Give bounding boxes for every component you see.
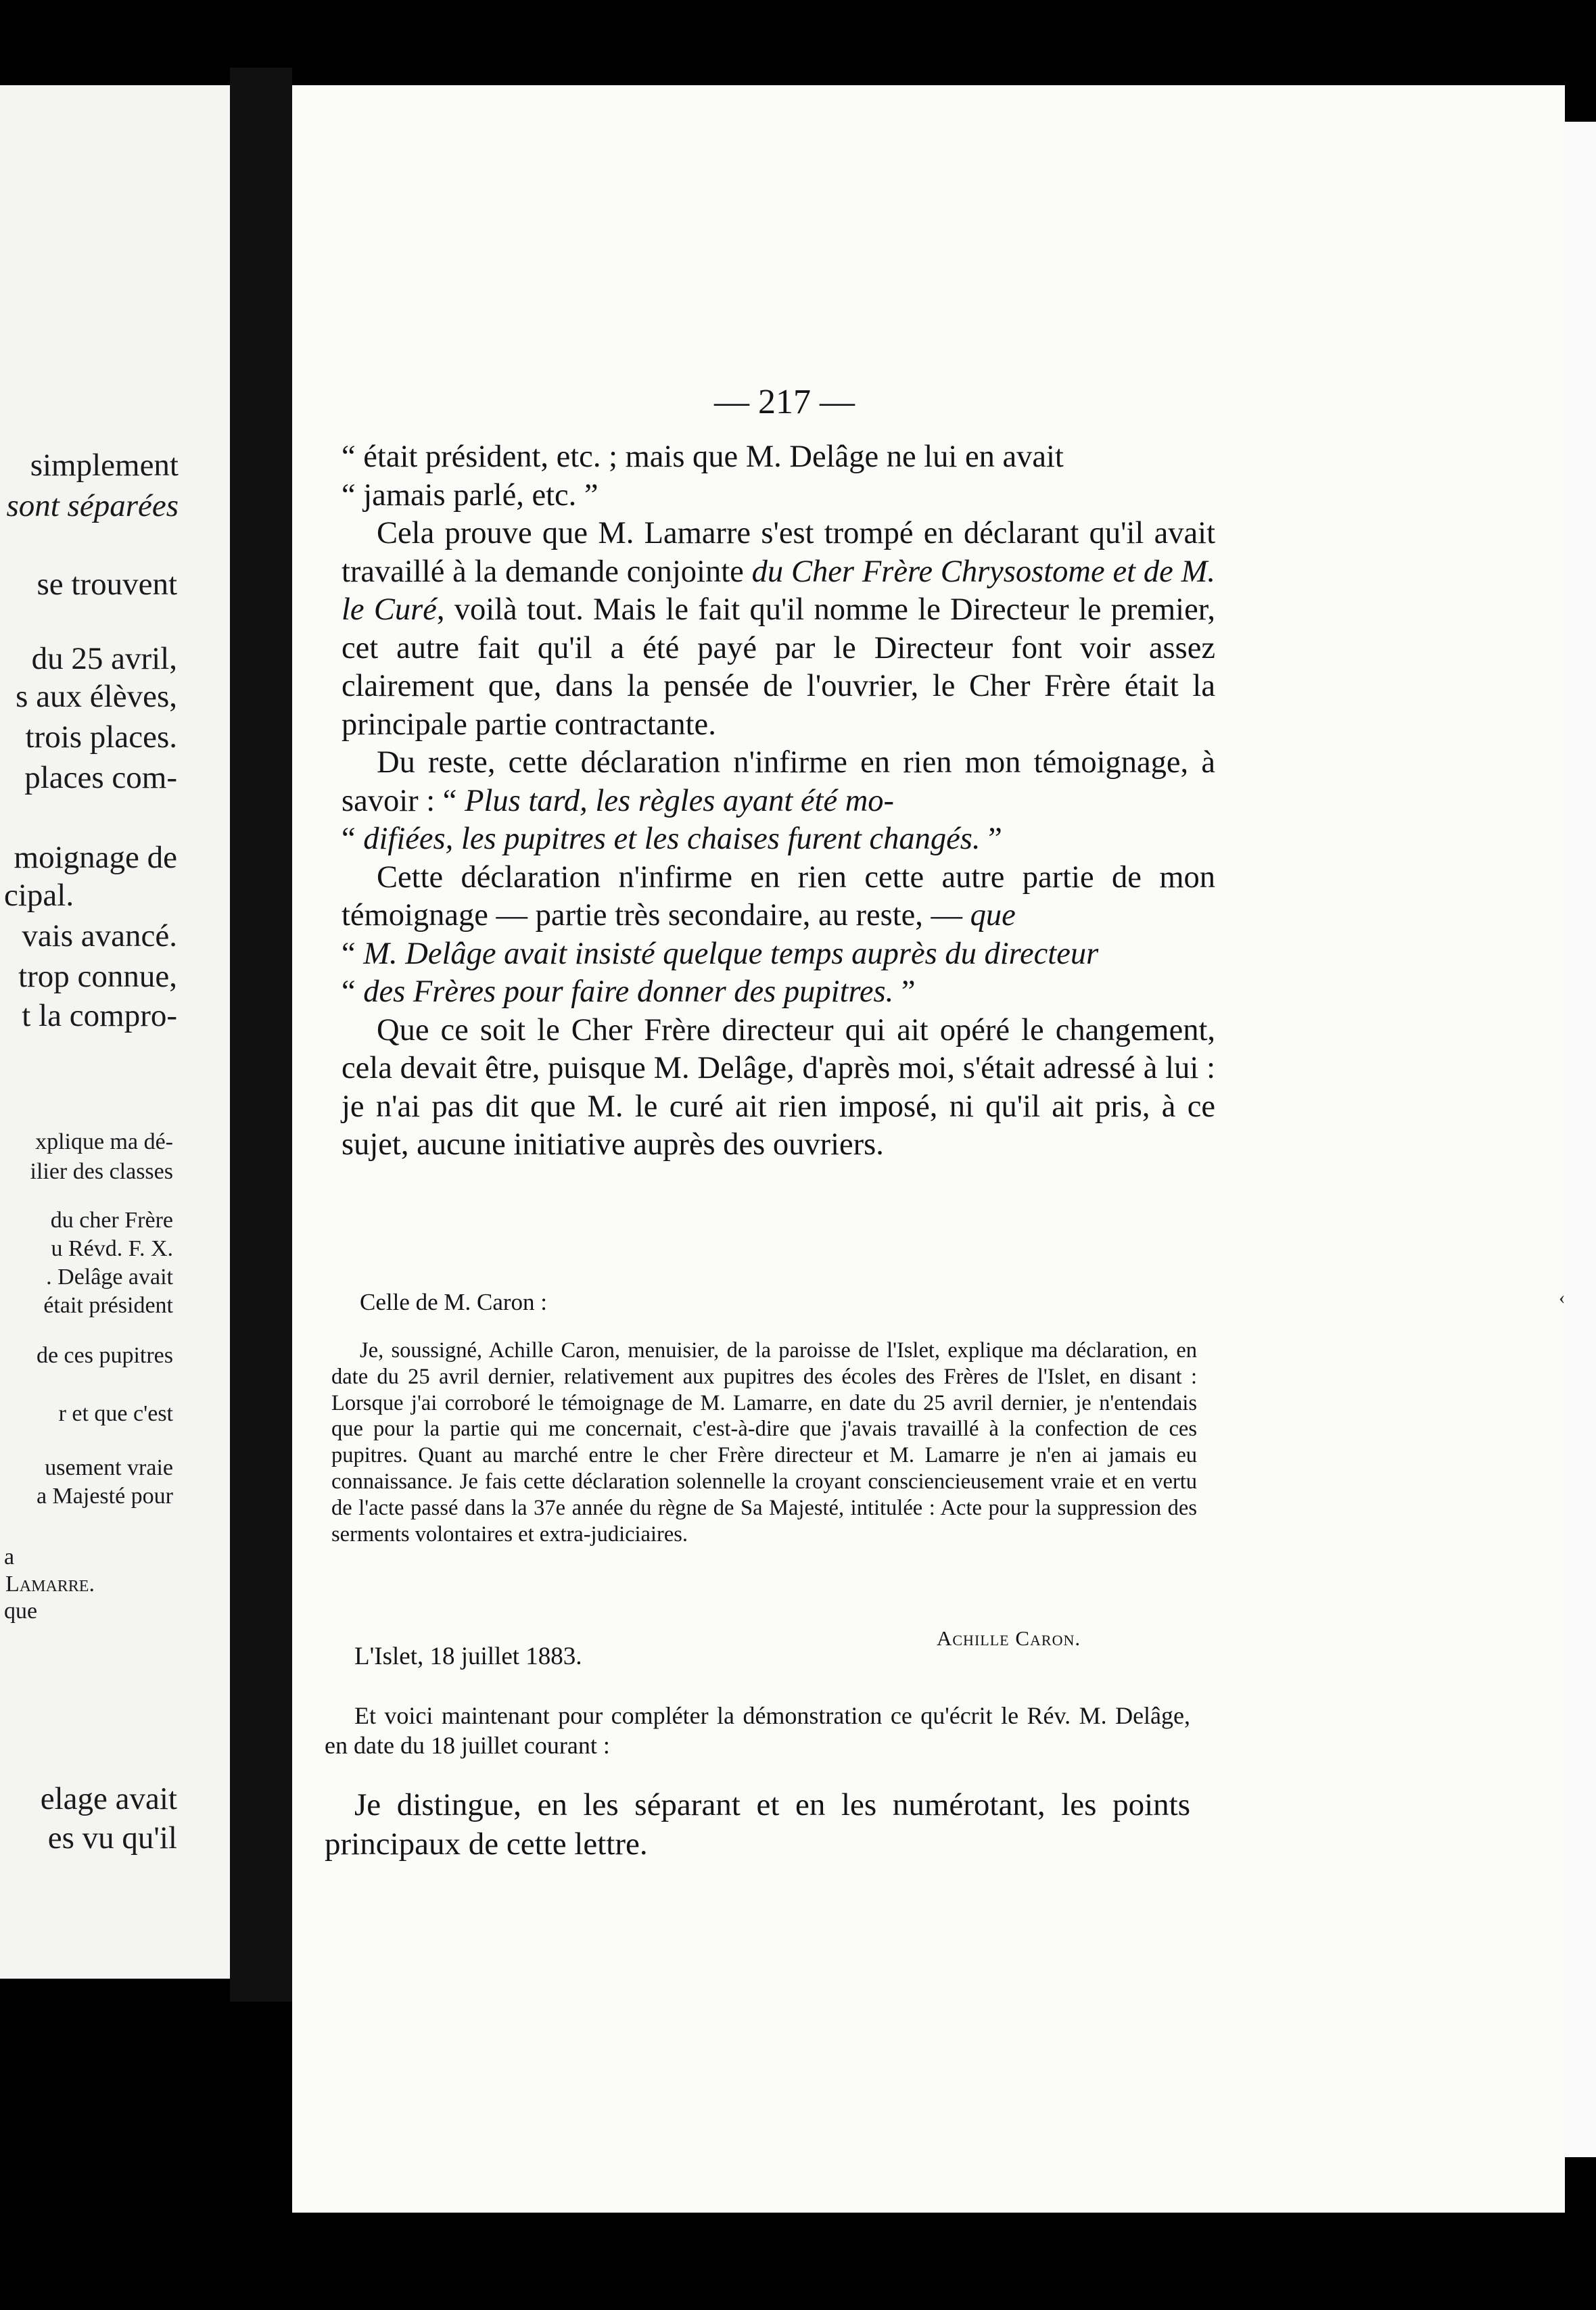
text-run: Du reste, cette déclaration n'infirme en rien mon témoignage, à savoir : “ [342,745,1215,818]
left-page-fragment: xplique ma dé- [35,1129,173,1154]
intro-paragraph [325,1701,1190,1760]
closing-text: Je distingue, en les séparant et en les numérotant, les points principaux de cette lettre. [325,1787,1190,1862]
left-page-fragment: sont séparées [6,488,179,523]
text-run: Que ce soit le Cher Frère directeur qui ait opéré le changement, cela devait être, puisque M. Delâge, d'après moi, s'était adressé à lui : je n'ai pas dit que M. le curé ait rien imposé, ni qu'il ait pris, à ce sujet, aucune initiative auprès des ouvriers. [342,1012,1215,1162]
book-spine-shadow [230,68,292,2002]
left-page-fragment: r et que c'est [58,1401,173,1426]
declaration-label: Celle de M. Caron : [360,1289,548,1315]
facing-page-left [0,85,230,1979]
left-page-fragment: t la compro- [22,998,177,1033]
page-edge-right [1565,122,1596,2157]
body-paragraph-p3 [342,744,1215,859]
italic-run: M. Delâge avait insisté quelque temps auprès du directeur [363,936,1099,971]
left-page-fragment: trop connue, [18,959,177,994]
left-page-fragment: trois places. [25,720,177,755]
text-run: “ jamais parlé, etc. ” [342,477,598,513]
left-page-fragment: ilier des classes [30,1159,173,1184]
text-run: “ était président, etc. ; mais que M. Delâge ne lui en avait [342,440,1064,474]
text-run: “ [342,936,364,971]
italic-run: du Cher Frère Chrysostome et de M. le Curé [342,554,1215,627]
left-page-fragment: s aux élèves, [16,679,177,714]
left-page-fragment: elage avait [40,1781,177,1816]
declaration-text: Je, soussigné, Achille Caron, menuisier, de la paroisse de l'Islet, explique ma déclaration, en date du 25 avril dernier, relativement aux pupitres des écoles des Frères de l'Islet, en disant : Lorsque j'ai corroboré le témoignage de M. Lamarre, en date du 25 avril dernier, je n'entendais que pour la partie qui me concernait, c'est-à-dire que j'avais travaillé à la confection de ces pupitres. Quant au marché entre le cher Frère directeur et M. Lamarre je n'en ai jamais eu connaissance. Je fais cette déclaration solennelle la croyant consciencieusement vraie et en vertu de l'acte passé dans la 37e année du règne de Sa Majesté, intitulée : Acte pour la suppression des serments volontaires et extra-judiciaires. [331,1338,1197,1547]
intro-text: Et voici maintenant pour compléter la démonstration ce qu'écrit le Rév. M. Delâge, en date du 18 juillet courant : [325,1702,1190,1759]
italic-run: difiées, les pupitres et les chaises furent changés. [363,822,981,856]
left-page-fragment: a Majesté pour [36,1484,173,1509]
body-paragraph-p5 [342,1012,1215,1164]
text-run: ” [893,974,916,1009]
body-paragraph-p1 [342,438,1215,515]
left-page-fragment: u Révd. F. X. [51,1236,173,1261]
closing-paragraph [325,1785,1190,1864]
left-page-fragment: était président [43,1293,173,1318]
left-page-fragment: du 25 avril, [31,641,177,676]
text-run: , voilà tout. Mais le fait qu'il nomme le Directeur le premier, cet autre fait qu'il a été payé par le Directeur font voir assez clairement que, dans la pensée de l'ouvrier, le Cher Frère était la principale partie contractante. [342,592,1215,742]
body-text [342,438,1215,1164]
dateline: L'Islet, 18 juillet 1883. [354,1643,582,1670]
italic-run: que [970,898,1016,933]
body-paragraph-p2 [342,515,1215,744]
left-page-fragment: du cher Frère [50,1208,173,1233]
text-run: ” [980,822,1002,856]
text-run: “ [342,822,364,856]
left-page-fragment: a [4,1545,15,1570]
left-page-fragment: se trouvent [37,567,177,602]
left-page-fragment: Lamarre. [5,1572,95,1597]
left-page-fragment: simplement [30,448,179,483]
page-number: — 217 — [714,383,855,421]
italic-run: des Frères pour faire donner des pupitres. [363,974,894,1009]
left-page-fragment: moignage de [14,840,177,875]
left-page-fragment: que [4,1599,38,1624]
sworn-declaration [331,1338,1197,1547]
text-run: Cela prouve que M. Lamarre s'est trompé en déclarant qu'il avait travaillé à la demande conjointe [342,516,1215,589]
text-run: “ [342,974,364,1009]
left-page-fragment: de ces pupitres [36,1343,173,1368]
signature: Achille Caron. [937,1626,1081,1650]
left-page-fragment: places com- [24,760,177,795]
left-page-fragment: . Delâge avait [46,1265,173,1290]
body-paragraph-p4 [342,859,1215,1012]
left-page-fragment: cipal. [4,878,74,913]
scan-artifact-mark: ‹ [1559,1288,1566,1309]
italic-run: Plus tard, les règles ayant été mo- [465,783,895,818]
left-page-fragment: es vu qu'il [47,1820,177,1856]
text-run: Cette déclaration n'infirme en rien cette autre partie de mon témoignage — partie très secondaire, au reste, — [342,859,1215,933]
left-page-fragment: vais avancé. [22,918,177,953]
left-page-fragment: usement vraie [45,1455,173,1480]
